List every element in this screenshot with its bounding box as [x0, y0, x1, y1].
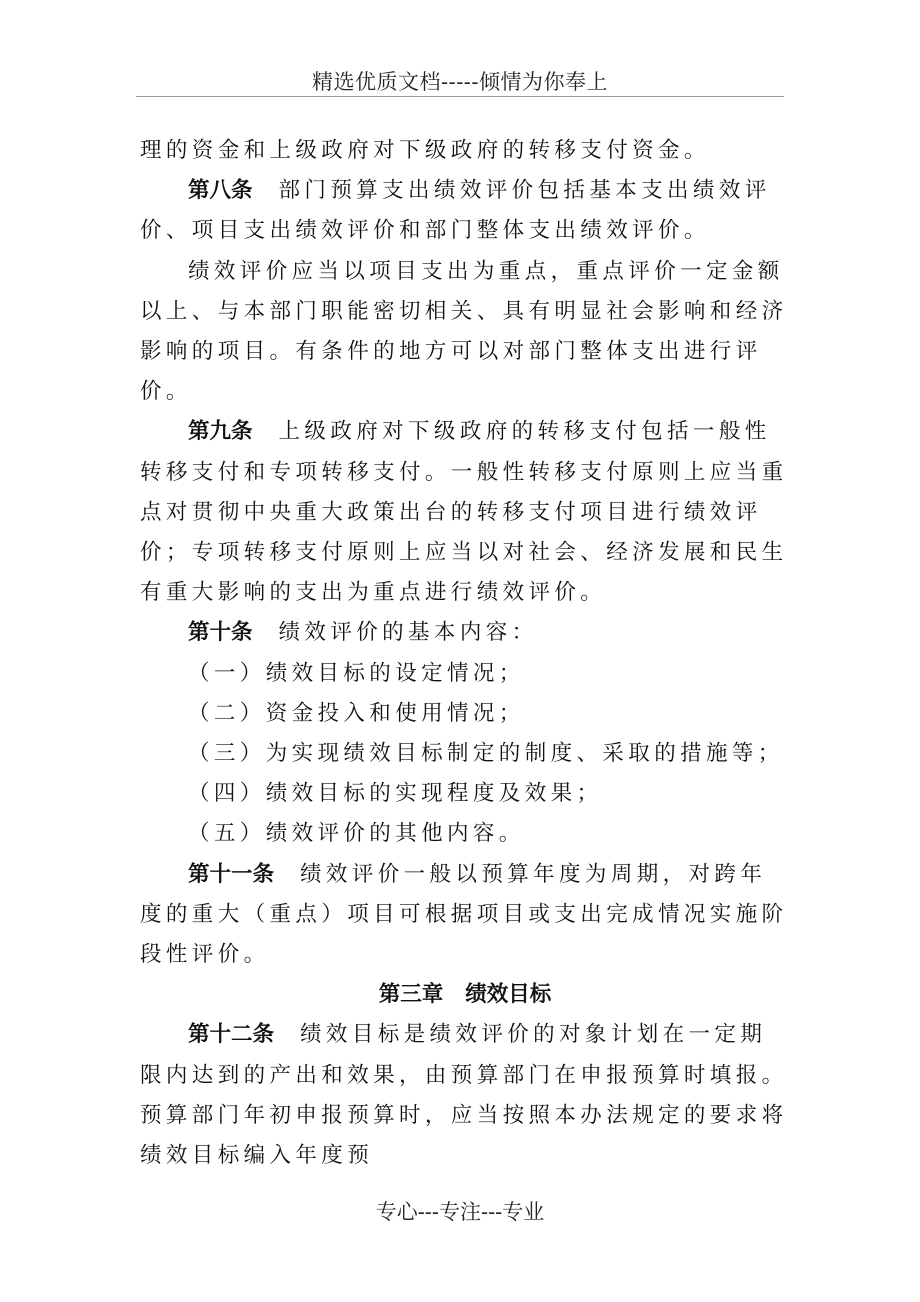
list-item: （五）绩效评价的其他内容。	[188, 821, 525, 847]
list-item: （一）绩效目标的设定情况；	[188, 660, 525, 686]
article-10-label: 第十条	[188, 620, 253, 646]
chapter-heading	[140, 975, 790, 1015]
chapter-title: 绩效目标	[465, 982, 552, 1008]
list-item: （三）为实现绩效目标制定的制度、采取的措施等；	[188, 741, 784, 767]
header-divider	[136, 96, 784, 97]
article-9-text: 上级政府对下级政府的转移支付包括一般性转移支付和专项转移支付。一般性转移支付原则上应当重点对贯彻中央重大政策出台的转移支付项目进行绩效评价；专项转移支付原则上应当以对社会、经济发展和民生有重大影响的支出为重点进行绩效评价。	[140, 419, 788, 606]
article-8-paragraph-2: 绩效评价应当以项目支出为重点，重点评价一定金额以上、与本部门职能密切相关、具有明显社会影响和经济影响的项目。有条件的地方可以对部门整体支出进行评价。	[140, 258, 788, 405]
page-header: 精选优质文档-----倾情为你奉上	[312, 70, 608, 94]
article-12	[140, 1015, 790, 1176]
article-9-label: 第九条	[188, 419, 253, 445]
article-10-text: 绩效评价的基本内容：	[278, 620, 538, 646]
chapter-number: 第三章	[378, 982, 444, 1008]
article-8	[140, 171, 790, 251]
page-footer: 专心---专注---专业	[375, 1200, 545, 1224]
paragraph-continuation: 理的资金和上级政府对下级政府的转移支付资金。	[140, 138, 710, 163]
article-8-text: 部门预算支出绩效评价包括基本支出绩效评价、项目支出绩效评价和部门整体支出绩效评价。	[140, 178, 771, 244]
article-11	[140, 855, 790, 976]
article-12-text: 绩效目标是绩效评价的对象计划在一定期限内达到的产出和效果，由预算部门在申报预算时填报。预算部门年初申报预算时，应当按照本办法规定的要求将绩效目标编入年度预	[140, 1022, 788, 1169]
list-item: （四）绩效目标的实现程度及效果；	[188, 781, 603, 807]
list-item: （二）资金投入和使用情况；	[188, 700, 525, 726]
article-10	[140, 613, 790, 653]
document-body	[140, 131, 790, 1176]
article-9	[140, 412, 790, 613]
article-12-label: 第十二条	[188, 1022, 275, 1048]
article-11-label: 第十一条	[188, 861, 275, 887]
article-11-text: 绩效评价一般以预算年度为周期，对跨年度的重大（重点）项目可根据项目或支出完成情况实施阶段性评价。	[140, 861, 788, 968]
article-8-label: 第八条	[188, 178, 253, 204]
